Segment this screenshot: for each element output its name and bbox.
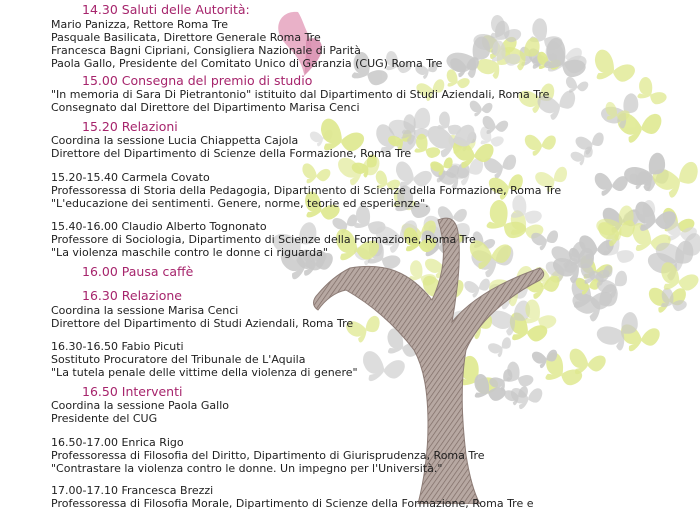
program-line-relazioni-1: Direttore del Dipartimento di Scienze della Formazione, Roma Tre [51,147,412,160]
program-line-picuti-2: "La tutela penale delle vittime della violenza di genere" [51,366,358,379]
program-line-premio-1: Consegnato dal Direttore del Dipartimento Marisa Cenci [51,101,360,114]
program-line-brezzi-0: 17.00-17.10 Francesca Brezzi [51,484,214,497]
program-line-tognonato-2: "La violenza maschile contro le donne ci riguarda" [51,246,328,259]
program-line-tognonato-1: Professore di Sociologia, Dipartimento di Scienze della Formazione, Roma Tre [51,233,476,246]
program-line-picuti-0: 16.30-16.50 Fabio Picuti [51,340,184,353]
program-line-covato-1: Professoressa di Storia della Pedagogia, Dipartimento di Scienze della Formazione, Roma Tre [51,184,562,197]
program-line-relazione-1: Direttore del Dipartimento di Studi Aziendali, Roma Tre [51,317,354,330]
program-line-premio-0: "In memoria di Sara Di Pietrantonio" istituito dal Dipartimento di Studi Aziendali, Roma Tre [51,88,550,101]
program-line-rigo-1: Professoressa di Filosofia del Diritto, Dipartimento di Giurisprudenza, Roma Tre [51,449,485,462]
section-heading-relazioni: 15.20 Relazioni [82,119,178,134]
program-line-saluti-1: Pasquale Basilicata, Direttore Generale Roma Tre [51,31,321,44]
program-line-rigo-0: 16.50-17.00 Enrica Rigo [51,436,184,449]
section-heading-premio: 15.00 Consegna del premio di studio [82,73,313,88]
program-line-interventi-0: Coordina la sessione Paola Gallo [51,399,230,412]
program-line-saluti-3: Paola Gallo, Presidente del Comitato Unico di Garanzia (CUG) Roma Tre [51,57,443,70]
section-heading-saluti: 14.30 Saluti delle Autorità: [82,2,250,17]
section-heading-interventi: 16.50 Interventi [82,384,183,399]
program-line-brezzi-1: Professoressa di Filosofia Morale, Dipartimento di Scienze della Formazione, Roma Tre e [51,497,534,510]
program-line-covato-0: 15.20-15.40 Carmela Covato [51,171,210,184]
program-line-picuti-1: Sostituto Procuratore del Tribunale de L'Aquila [51,353,306,366]
program-line-saluti-0: Mario Panizza, Rettore Roma Tre [51,18,229,31]
program-line-rigo-2: "Contrastare la violenza contro le donne. Un impegno per l'Università." [51,462,443,475]
program-line-relazione-0: Coordina la sessione Marisa Cenci [51,304,239,317]
section-heading-pausa: 16.00 Pausa caffè [82,264,194,279]
program-line-saluti-2: Francesca Bagni Cipriani, Consigliera Nazionale di Parità [51,44,361,57]
program-line-tognonato-0: 15.40-16.00 Claudio Alberto Tognonato [51,220,267,233]
program-line-interventi-1: Presidente del CUG [51,412,158,425]
section-heading-relazione: 16.30 Relazione [82,288,182,303]
program-line-relazioni-0: Coordina la sessione Lucia Chiappetta Cajola [51,134,299,147]
program-line-covato-2: "L'educazione dei sentimenti. Genere, norme, teorie ed esperienze". [51,197,429,210]
